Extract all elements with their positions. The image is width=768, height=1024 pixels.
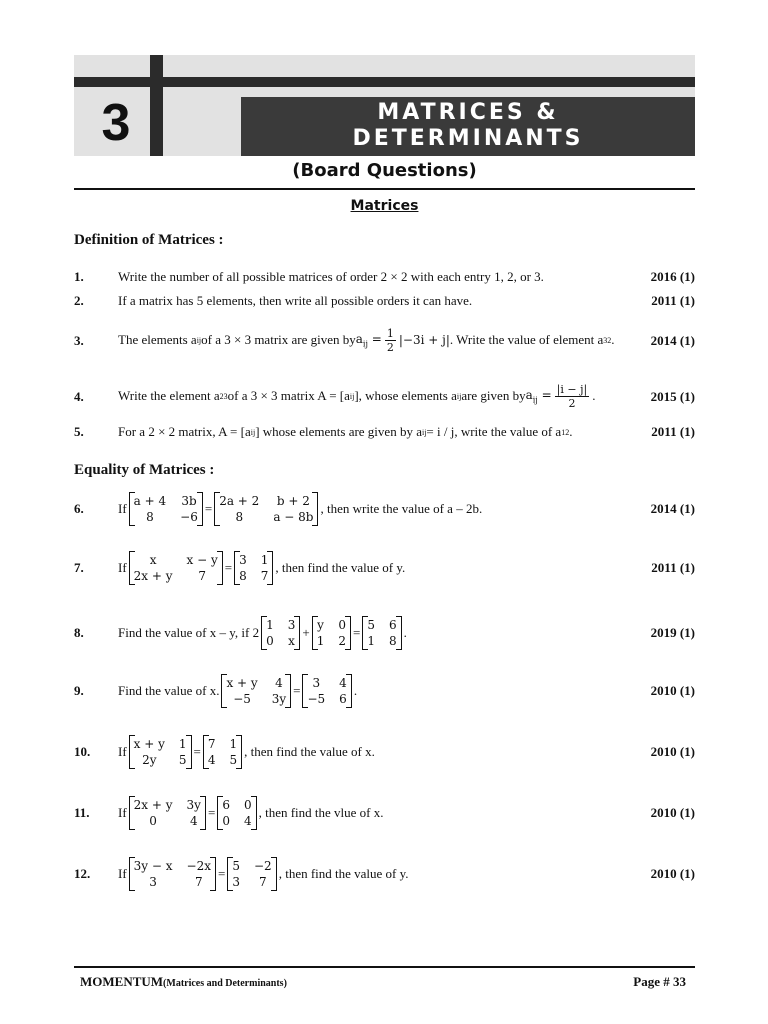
question-year: 2019 (1)	[650, 625, 695, 640]
text-segment: , then write the value of a – 2b.	[320, 501, 483, 516]
question-year: 2016 (1)	[650, 269, 695, 284]
matrix-entry: 7	[194, 875, 203, 889]
question-year: 2011 (1)	[651, 424, 695, 439]
question-3	[74, 322, 695, 358]
matrix-entry: 3y	[186, 798, 201, 812]
matrix-entry: 8	[388, 634, 397, 648]
matrix-entry: 2a + 2	[219, 494, 260, 508]
chapter-title-line2: DETERMINANTS	[352, 126, 584, 151]
text-segment: If	[118, 805, 127, 820]
subscript: 32	[603, 335, 612, 345]
matrix-entry: 8	[146, 510, 154, 524]
subheading-definition: Definition of Matrices :	[74, 232, 224, 248]
question-text	[118, 322, 615, 358]
question-text	[118, 612, 407, 654]
matrix-entry: 1	[316, 634, 325, 648]
matrix-entry: −6	[180, 510, 198, 524]
scalar: 2	[252, 625, 260, 640]
matrix-entry: 4	[339, 676, 347, 690]
subscript: ij	[421, 427, 427, 437]
text-segment: .	[611, 332, 615, 347]
matrix-entry: 0	[149, 814, 157, 828]
matrix-entry: a − 8b	[273, 510, 314, 524]
subscript: 23	[219, 391, 228, 401]
text-segment: ], whose elements a	[354, 388, 457, 403]
equals-sign: =	[204, 501, 213, 516]
matrix-entry: x + y	[226, 676, 258, 690]
equals-sign: =	[352, 625, 361, 640]
matrix-entry: 3	[149, 875, 157, 889]
text-segment: If	[118, 744, 127, 759]
question-year: 2010 (1)	[650, 744, 695, 759]
matrix-entry: −2	[254, 859, 272, 873]
equals-sign: =	[207, 805, 216, 820]
text-segment: are given by	[461, 388, 526, 403]
question-7	[74, 547, 695, 589]
matrix-a	[261, 616, 300, 650]
matrix-entry: −2x	[186, 859, 212, 873]
text-segment: If	[118, 501, 127, 516]
question-number: 1.	[74, 269, 84, 284]
matrix-rhs	[302, 674, 351, 708]
equals-sign: =	[367, 331, 382, 346]
matrix-entry: 1	[178, 737, 187, 751]
matrix-entry: 1	[367, 634, 375, 648]
question-number: 8.	[74, 625, 84, 640]
formula-lhs: a	[525, 387, 533, 402]
question-text	[118, 853, 409, 895]
text-segment: Find the value of x.	[118, 683, 220, 698]
matrix-entry: 2x + y	[133, 569, 173, 583]
page-number: Page # 33	[633, 974, 686, 989]
text-segment: = i / j, write the value of a	[426, 424, 562, 439]
question-text	[118, 488, 482, 530]
matrix-entry: a + 4	[133, 494, 167, 508]
text-segment: ] whose elements are given by a	[255, 424, 422, 439]
equals-sign: =	[224, 560, 233, 575]
question-year: 2011 (1)	[651, 293, 695, 308]
subscript: ij	[250, 427, 256, 437]
matrix-entry: 1	[260, 553, 269, 567]
question-year: 2014 (1)	[650, 333, 695, 348]
question-text	[118, 670, 357, 712]
question-text	[118, 424, 572, 440]
question-number: 4.	[74, 389, 84, 404]
matrix-entry: −5	[307, 692, 326, 706]
equals-sign: =	[293, 683, 301, 698]
fraction	[555, 383, 590, 410]
matrix-entry: 3	[232, 875, 240, 889]
matrix-lhs	[129, 857, 216, 891]
question-text	[118, 792, 384, 834]
formula	[356, 332, 382, 348]
brand-name: MOMENTUM	[80, 974, 164, 989]
matrix-entry: 7	[259, 875, 267, 889]
matrix-entry: 3	[239, 553, 247, 567]
matrix-entry: 7	[207, 737, 216, 751]
text-segment: The elements a	[118, 332, 197, 347]
footer-divider	[74, 966, 695, 968]
question-number: 10.	[74, 744, 91, 759]
subscript: ij	[349, 391, 355, 401]
text-segment: For a 2 × 2 matrix, A = [a	[118, 424, 251, 439]
question-11	[74, 792, 695, 834]
text-segment: .	[403, 625, 407, 640]
matrix-lhs	[129, 796, 206, 830]
formula	[526, 388, 552, 404]
text-segment: If	[118, 560, 127, 575]
text-segment: . Write the value of element a	[449, 332, 604, 347]
text-segment: .	[569, 424, 573, 439]
matrix-rhs	[234, 551, 273, 585]
text-segment: , then find the value of y.	[275, 560, 406, 575]
matrix-entry: 3	[312, 676, 321, 690]
question-number: 3.	[74, 333, 84, 348]
matrix-entry: x	[288, 634, 295, 648]
matrix-entry: 4	[243, 814, 252, 828]
question-year: 2014 (1)	[650, 501, 695, 516]
plus-sign: +	[302, 625, 310, 640]
subscript: ij	[196, 335, 202, 345]
question-number: 2.	[74, 293, 84, 308]
matrix-entry: 5	[229, 753, 238, 767]
top-divider	[74, 188, 695, 190]
matrix-entry: x	[149, 553, 157, 567]
question-year: 2010 (1)	[650, 805, 695, 820]
subtitle: (Board Questions)	[292, 160, 477, 181]
chapter-title-line1: MATRICES &	[377, 100, 559, 125]
fraction	[385, 327, 396, 354]
matrix-entry: x − y	[186, 553, 218, 567]
matrix-entry: 2x + y	[133, 798, 173, 812]
text-segment: Find the value of x – y, if	[118, 625, 250, 640]
matrix-entry: 8	[239, 569, 247, 583]
section-title: Matrices	[350, 198, 419, 214]
text-segment: .	[353, 683, 358, 698]
chapter-title	[241, 97, 695, 156]
matrix-lhs	[129, 735, 192, 769]
question-number: 11.	[74, 805, 90, 820]
text-segment: Write the element a	[118, 388, 220, 403]
matrix-entry: 1	[229, 737, 238, 751]
question-year: 2010 (1)	[650, 866, 695, 881]
question-year: 2011 (1)	[651, 560, 695, 575]
matrix-entry: 7	[260, 569, 269, 583]
matrix-entry: 3	[287, 618, 296, 632]
text-segment: of a 3 × 3 matrix A = [a	[227, 388, 350, 403]
question-12	[74, 853, 695, 895]
question-text: If a matrix has 5 elements, then write all possible orders it can have.	[118, 293, 473, 308]
matrix-entry: 0	[266, 634, 274, 648]
question-number: 6.	[74, 501, 84, 516]
matrix-entry: 5	[367, 618, 375, 632]
text-segment: , then find the vlue of x.	[258, 805, 384, 820]
chapter-number: 3	[101, 94, 131, 152]
subscript: ij	[362, 339, 368, 349]
matrix-c	[362, 616, 401, 650]
text-segment: , then find the value of x.	[244, 744, 375, 759]
question-text	[118, 378, 595, 414]
question-year: 2015 (1)	[650, 389, 695, 404]
matrix-entry: 5	[232, 859, 240, 873]
question-text	[118, 547, 405, 589]
text-segment: , then find the value of y.	[278, 866, 409, 881]
equals-sign: =	[537, 387, 552, 402]
matrix-entry: b + 2	[276, 494, 310, 508]
matrix-lhs	[221, 674, 291, 708]
question-number: 5.	[74, 424, 84, 439]
matrix-entry: 0	[222, 814, 230, 828]
subscript: ij	[456, 391, 462, 401]
matrix-entry: 6	[388, 618, 397, 632]
matrix-entry: 4	[207, 753, 216, 767]
matrix-entry: 3b	[181, 494, 197, 508]
question-8	[74, 612, 695, 654]
matrix-entry: 2y	[142, 753, 157, 767]
text-segment: If	[118, 866, 127, 881]
absolute-value: |−3i + j|	[398, 333, 450, 347]
subscript: ij	[532, 395, 538, 405]
matrix-entry: 6	[339, 692, 347, 706]
question-year: 2010 (1)	[650, 683, 695, 698]
subscript: 12	[561, 427, 570, 437]
matrix-entry: 8	[235, 510, 244, 524]
matrix-entry: 6	[222, 798, 230, 812]
equals-sign: =	[218, 866, 226, 881]
matrix-rhs	[214, 492, 318, 526]
matrix-entry: y	[317, 618, 324, 632]
question-4	[74, 378, 695, 414]
matrix-b	[312, 616, 351, 650]
matrix-entry: 7	[198, 569, 206, 583]
fraction-numerator: 1	[386, 326, 394, 340]
matrix-rhs	[227, 857, 276, 891]
equals-sign: =	[193, 744, 201, 759]
matrix-entry: 0	[243, 798, 252, 812]
brand-subtitle: (Matrices and Determinants)	[163, 978, 287, 989]
matrix-entry: 0	[338, 618, 346, 632]
text-segment: of a 3 × 3 matrix are given by	[201, 332, 356, 347]
fraction-denominator: 2	[386, 340, 394, 354]
question-number: 9.	[74, 683, 84, 698]
matrix-entry: −5	[233, 692, 251, 706]
matrix-entry: 3y − x	[133, 859, 173, 873]
matrix-rhs	[203, 735, 242, 769]
formula-lhs: a	[355, 331, 363, 346]
question-9	[74, 670, 695, 712]
subheading-equality: Equality of Matrices :	[74, 462, 215, 478]
question-number: 12.	[74, 866, 91, 881]
matrix-entry: 2	[338, 634, 346, 648]
matrix-lhs	[129, 492, 203, 526]
matrix-rhs	[217, 796, 256, 830]
matrix-lhs	[129, 551, 223, 585]
matrix-entry: 5	[178, 753, 187, 767]
question-text: Write the number of all possible matrices of order 2 × 2 with each entry 1, 2, or 3.	[118, 269, 544, 284]
fraction-denominator: 2	[568, 396, 576, 410]
question-10	[74, 731, 695, 773]
text-segment: .	[592, 388, 596, 403]
matrix-entry: 4	[275, 676, 283, 690]
question-6	[74, 488, 695, 530]
header-horizontal-bar	[74, 77, 695, 87]
footer-brand	[80, 974, 287, 990]
matrix-entry: 3y	[271, 692, 287, 706]
fraction-numerator: |i − j|	[556, 382, 588, 396]
matrix-entry: 1	[266, 618, 274, 632]
question-text	[118, 731, 375, 773]
matrix-entry: x + y	[133, 737, 165, 751]
matrix-entry: 4	[189, 814, 198, 828]
question-number: 7.	[74, 560, 84, 575]
header-vertical-bar	[150, 55, 163, 156]
